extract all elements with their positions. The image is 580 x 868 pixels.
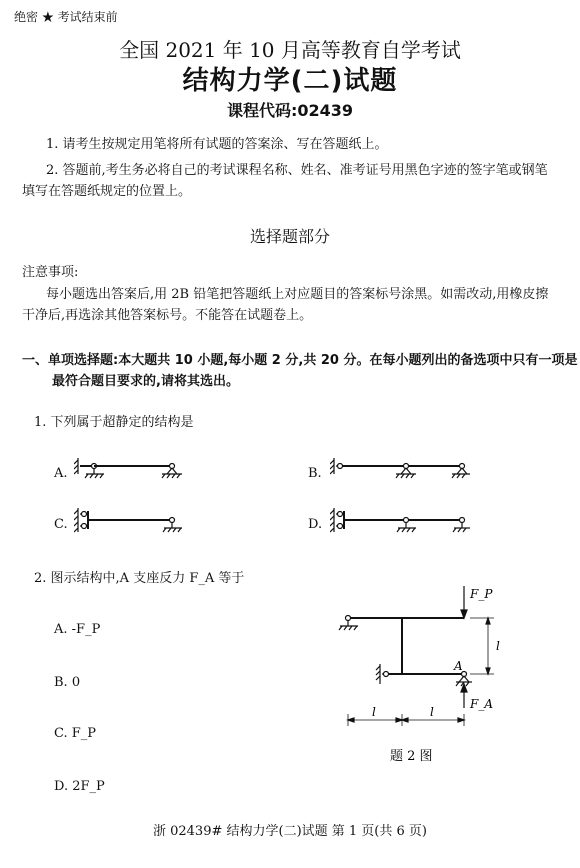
q1-option-b-label[interactable]: B. (308, 466, 322, 481)
q1-figure-b (330, 452, 470, 492)
instruction-2: 2. 答题前,考生务必将自己的考试课程名称、姓名、准考证号用黑色字迹的签字笔或钢笔填写在答题纸规定的位置上。 (22, 163, 548, 199)
course-code: 课程代码:02439 (226, 101, 354, 120)
height-dim-label: l (496, 639, 500, 653)
question-2-stem-text: 2. 图示结构中,A 支座反力 F_A 等于 (34, 571, 245, 586)
q1-option-d-label[interactable]: D. (308, 517, 323, 532)
q1-option-a-label[interactable]: A. (54, 466, 68, 481)
q2-option-d[interactable]: D. 2F_P (54, 779, 105, 794)
q2-option-c[interactable]: C. F_P (54, 726, 97, 741)
load-label: F_P (470, 587, 493, 601)
subject-title: 结构力学(二)试题 (182, 66, 398, 96)
q1-option-c-label[interactable]: C. (54, 517, 68, 532)
figure-caption: 题 2 图 (390, 749, 433, 764)
notice-label: 注意事项: (22, 265, 79, 280)
q1-figure-c (74, 506, 194, 546)
q1-figure-d (330, 506, 470, 546)
exam-title: 全国 2021 年 10 月高等教育自学考试 (119, 38, 461, 62)
notice-text: 每小题选出答案后,用 2B 铅笔把答题纸上对应题目的答案标号涂黑。如需改动,用橡皮擦干净后,再选涂其他答案标号。不能答在试题卷上。 (22, 287, 549, 323)
q2-option-a[interactable]: A. -F_P (54, 622, 101, 637)
instruction-1: 1. 请考生按规定用笔将所有试题的答案涂、写在答题纸上。 (46, 137, 388, 152)
point-a-label: A (454, 659, 463, 673)
q2-option-b[interactable]: B. 0 (54, 675, 81, 690)
part-heading: 一、单项选择题:本大题共 10 小题,每小题 2 分,共 20 分。在每小题列出的备选项中只有一项是最符合题目要求的,请将其选出。 (22, 353, 578, 389)
question-2-stem (34, 568, 244, 589)
section-title: 选择题部分 (249, 227, 330, 246)
q1-figure-a (74, 452, 194, 492)
question-1-stem: 1. 下列属于超静定的结构是 (34, 415, 194, 430)
left-span-label: l (372, 705, 376, 719)
q2-figure (330, 580, 520, 770)
confidential-note: 绝密 ★ 考试结束前 (14, 10, 118, 24)
page-footer: 浙 02439# 结构力学(二)试题 第 1 页(共 6 页) (152, 824, 427, 839)
reaction-label: F_A (470, 697, 493, 711)
right-span-label: l (430, 705, 434, 719)
